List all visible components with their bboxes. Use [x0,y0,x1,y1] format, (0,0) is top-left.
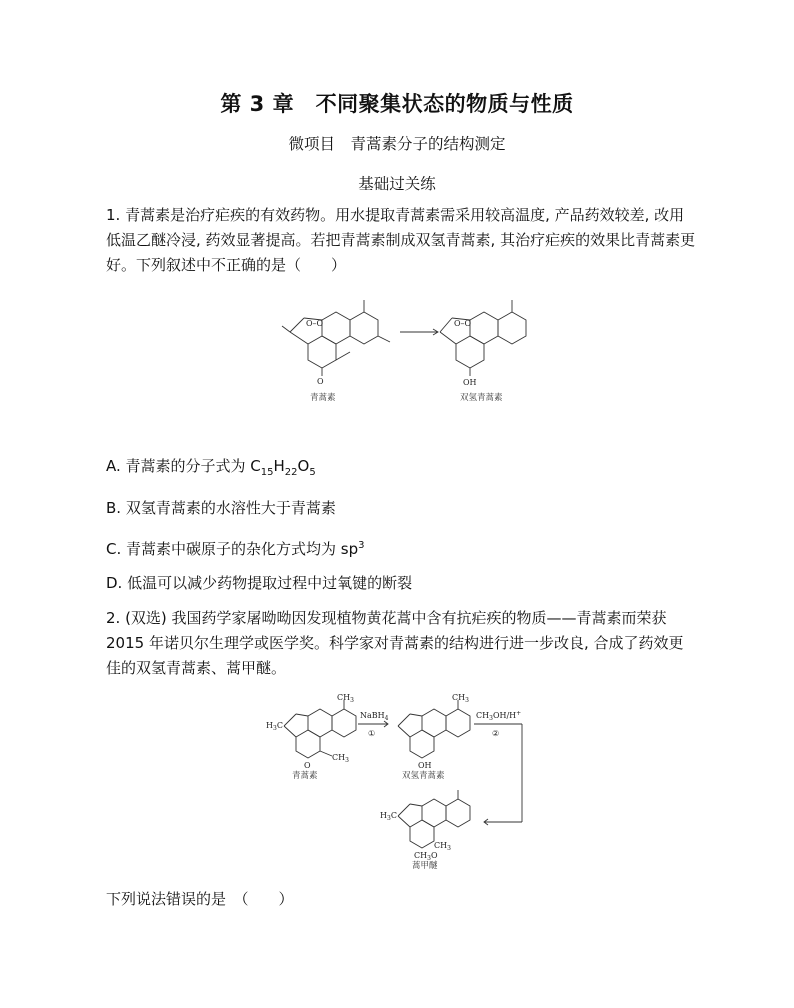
subsection-title: 基础过关练 [358,175,436,193]
svg-text:O–O: O–O [454,319,472,328]
reagent-nabh4: NaBH$_4$ [360,711,389,722]
section-title: 微项目 青蒿素分子的结构测定 [288,135,506,153]
question-2-stem: 2. (双选) 我国药学家屠呦呦因发现植物黄花蒿中含有抗疟疾的物质——青蒿素而荣获 2015 年诺贝尔生理学或医学奖。科学家对青蒿素的结构进行进一步改良, 合成了药效更佳的双氢青蒿素、蒿甲醚。 [106,609,684,677]
chapter-title: 第 3 章 不同聚集状态的物质与性质 [220,92,574,116]
option-a: A. 青蒿素的分子式为 $C_{15}H_{22}O_5$ [106,457,316,478]
svg-text:OH: OH [418,761,432,770]
svg-text:H3C: $H_3C$ [380,811,397,822]
svg-text:CH3: $CH_3$ [434,841,451,852]
question-2-prompt: 下列说法错误的是 （ ） [106,890,294,908]
peroxide-o-label: O–O [306,319,324,328]
step-1-label: ① [368,729,376,738]
scheme-label-artemether: 蒿甲醚 [412,861,438,870]
reagent-methanol: $CH_3OH/H^+$ [476,710,522,722]
artemisinin-structure-2 [266,693,356,781]
question-2-figure [262,690,542,870]
hydroxyl-label: OH [463,378,477,387]
scheme-label-dihydroartemisinin: 双氢青蒿素 [402,771,445,781]
question-1-figure [270,292,530,402]
svg-text:CH3: $CH_3$ [337,693,354,704]
option-d: D. 低温可以减少药物提取过程中过氧键的断裂 [106,574,413,592]
svg-text:O: O [304,761,311,770]
svg-text:CH3: $CH_3$ [332,753,349,764]
dihydroartemisinin-structure [440,300,526,387]
artemisinin-label: 青蒿素 [310,393,336,402]
svg-text:CH3: $CH_3$ [452,693,469,704]
artemisinin-structure [282,300,390,386]
carbonyl-o-label: O [317,377,324,386]
scheme-label-artemisinin: 青蒿素 [292,771,318,781]
option-b: B. 双氢青蒿素的水溶性大于青蒿素 [106,499,336,517]
option-c: C. 青蒿素中碳原子的杂化方式均为 $sp^3$ [106,540,365,558]
svg-text:H3C: $H_3C$ [266,721,283,732]
dihydroartemisinin-structure-2 [398,693,470,781]
step-2-label: ② [492,729,500,738]
dihydroartemisinin-label: 双氢青蒿素 [460,393,503,402]
svg-text:CH3O: $CH_3O$ [414,851,438,862]
question-1-stem: 1. 青蒿素是治疗疟疾的有效药物。用水提取青蒿素需采用较高温度, 产品药效较差, 改用低温乙醚冷浸, 药效显著提高。若把青蒿素制成双氢青蒿素, 其治疗疟疾的效果比青蒿素更好。下列叙述中不正确的是（ ） [106,206,696,274]
artemether-structure [380,790,470,870]
